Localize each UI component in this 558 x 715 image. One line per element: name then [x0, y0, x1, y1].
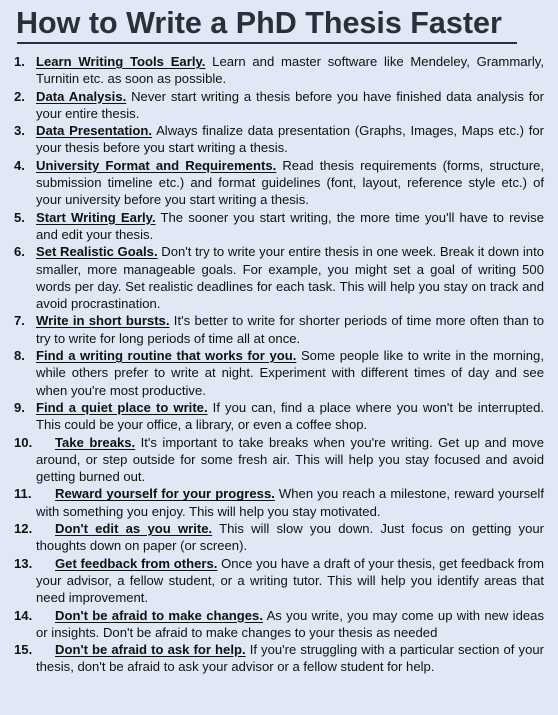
list-item	[14, 209, 544, 244]
title-underline	[17, 42, 517, 44]
item-heading: Don't be afraid to ask for help.	[55, 642, 246, 658]
item-number: 2.	[14, 88, 25, 104]
item-heading: Data Presentation.	[36, 123, 153, 139]
item-number: 13.	[14, 555, 33, 571]
list-item	[14, 520, 544, 555]
list-item	[14, 122, 544, 157]
item-text: It's important to take breaks when you're writing. Get up and move around, or step outside for some fresh air. This will help you stay focused and avoid getting burned out.	[36, 434, 544, 485]
item-text: Don't try to write your entire thesis in one week. Break it down into smaller, more manageable goals. For example, you might set a goal of writing 500 words per day. Set realistic deadlines for each task. This will help you stay on track and avoid procrastination.	[36, 244, 544, 312]
item-number: 8.	[14, 348, 25, 364]
item-number: 6.	[14, 244, 25, 260]
item-text: If you can, find a place where you won't be interrupted. This could be your office, a library, or even a coffee shop.	[36, 399, 544, 433]
item-number: 14.	[14, 607, 33, 623]
item-heading: Write in short bursts.	[36, 313, 170, 329]
list-item	[14, 607, 544, 642]
list-item	[14, 312, 544, 347]
list-item	[14, 53, 544, 88]
list-item	[14, 399, 544, 434]
item-number: 11.	[14, 486, 32, 502]
item-heading: Take breaks.	[55, 434, 136, 450]
item-text: This will slow you down. Just focus on getting your thoughts down on paper (or screen).	[36, 521, 544, 554]
item-heading: Learn Writing Tools Early.	[36, 54, 206, 69]
item-text: As you write, you may come up with new ideas or insights. Don't be afraid to make changes to your thesis as needed	[36, 607, 544, 640]
item-number: 10.	[14, 434, 33, 450]
item-text: Never start writing a thesis before you have finished data analysis for your entire thesis.	[36, 88, 545, 121]
item-text: Learn and master software like Mendeley, Grammarly, Turnitin etc. as soon as possible.	[36, 54, 544, 87]
item-number: 15.	[14, 642, 33, 658]
list-item	[14, 434, 544, 486]
list-item	[14, 347, 544, 399]
list-item	[14, 555, 544, 607]
item-heading: Don't edit as you write.	[55, 521, 213, 537]
item-number: 4.	[14, 157, 25, 173]
item-heading: Find a quiet place to write.	[36, 399, 208, 415]
list-item	[14, 485, 544, 520]
item-heading: Get feedback from others.	[55, 555, 218, 571]
item-number: 7.	[14, 313, 25, 329]
item-text: If you're struggling with a particular section of your thesis, don't be afraid to ask your advisor or a fellow student for help.	[36, 642, 545, 675]
item-number: 9.	[14, 399, 25, 415]
item-heading: University Format and Requirements.	[36, 157, 277, 173]
item-heading: Data Analysis.	[36, 88, 127, 104]
item-number: 12.	[14, 521, 33, 537]
item-number: 5.	[14, 209, 25, 225]
list-item	[14, 641, 544, 676]
item-heading: Start Writing Early.	[36, 209, 156, 225]
item-heading: Find a writing routine that works for you.	[36, 348, 297, 364]
list-item	[14, 88, 544, 123]
item-text: Some people like to write in the morning, while others prefer to write at night. Experiment with different times of day and see when you're most productive.	[36, 348, 544, 398]
page-title: How to Write a PhD Thesis Faster	[16, 6, 502, 40]
item-text: Once you have a draft of your thesis, get feedback from your advisor, a fellow student, or a writing tutor. This will help you identify areas that need improvement.	[36, 555, 544, 606]
item-heading: Reward yourself for your progress.	[55, 486, 275, 502]
item-text: The sooner you start writing, the more time you'll have to revise and edit your thesis.	[36, 209, 544, 242]
item-heading: Set Realistic Goals.	[36, 244, 158, 260]
item-text: When you reach a milestone, reward yourself with something you enjoy. This will help you stay motivated.	[36, 486, 544, 519]
item-number: 1.	[14, 54, 25, 69]
item-text: Read thesis requirements (forms, structure, submission timeline etc.) and format guidelines (font, layout, reference style etc.) of your university before you start writing a thesis.	[36, 157, 545, 208]
item-number: 3.	[14, 123, 25, 139]
item-text: It's better to write for shorter periods of time more often than to try to write for long periods of time all at once.	[36, 313, 544, 346]
list-item	[14, 243, 544, 312]
list-item	[14, 157, 544, 209]
item-text: Always finalize data presentation (Graphs, Images, Maps etc.) for your thesis before you start writing a thesis.	[36, 123, 544, 156]
item-heading: Don't be afraid to make changes.	[55, 607, 263, 623]
tips-list	[14, 53, 544, 676]
